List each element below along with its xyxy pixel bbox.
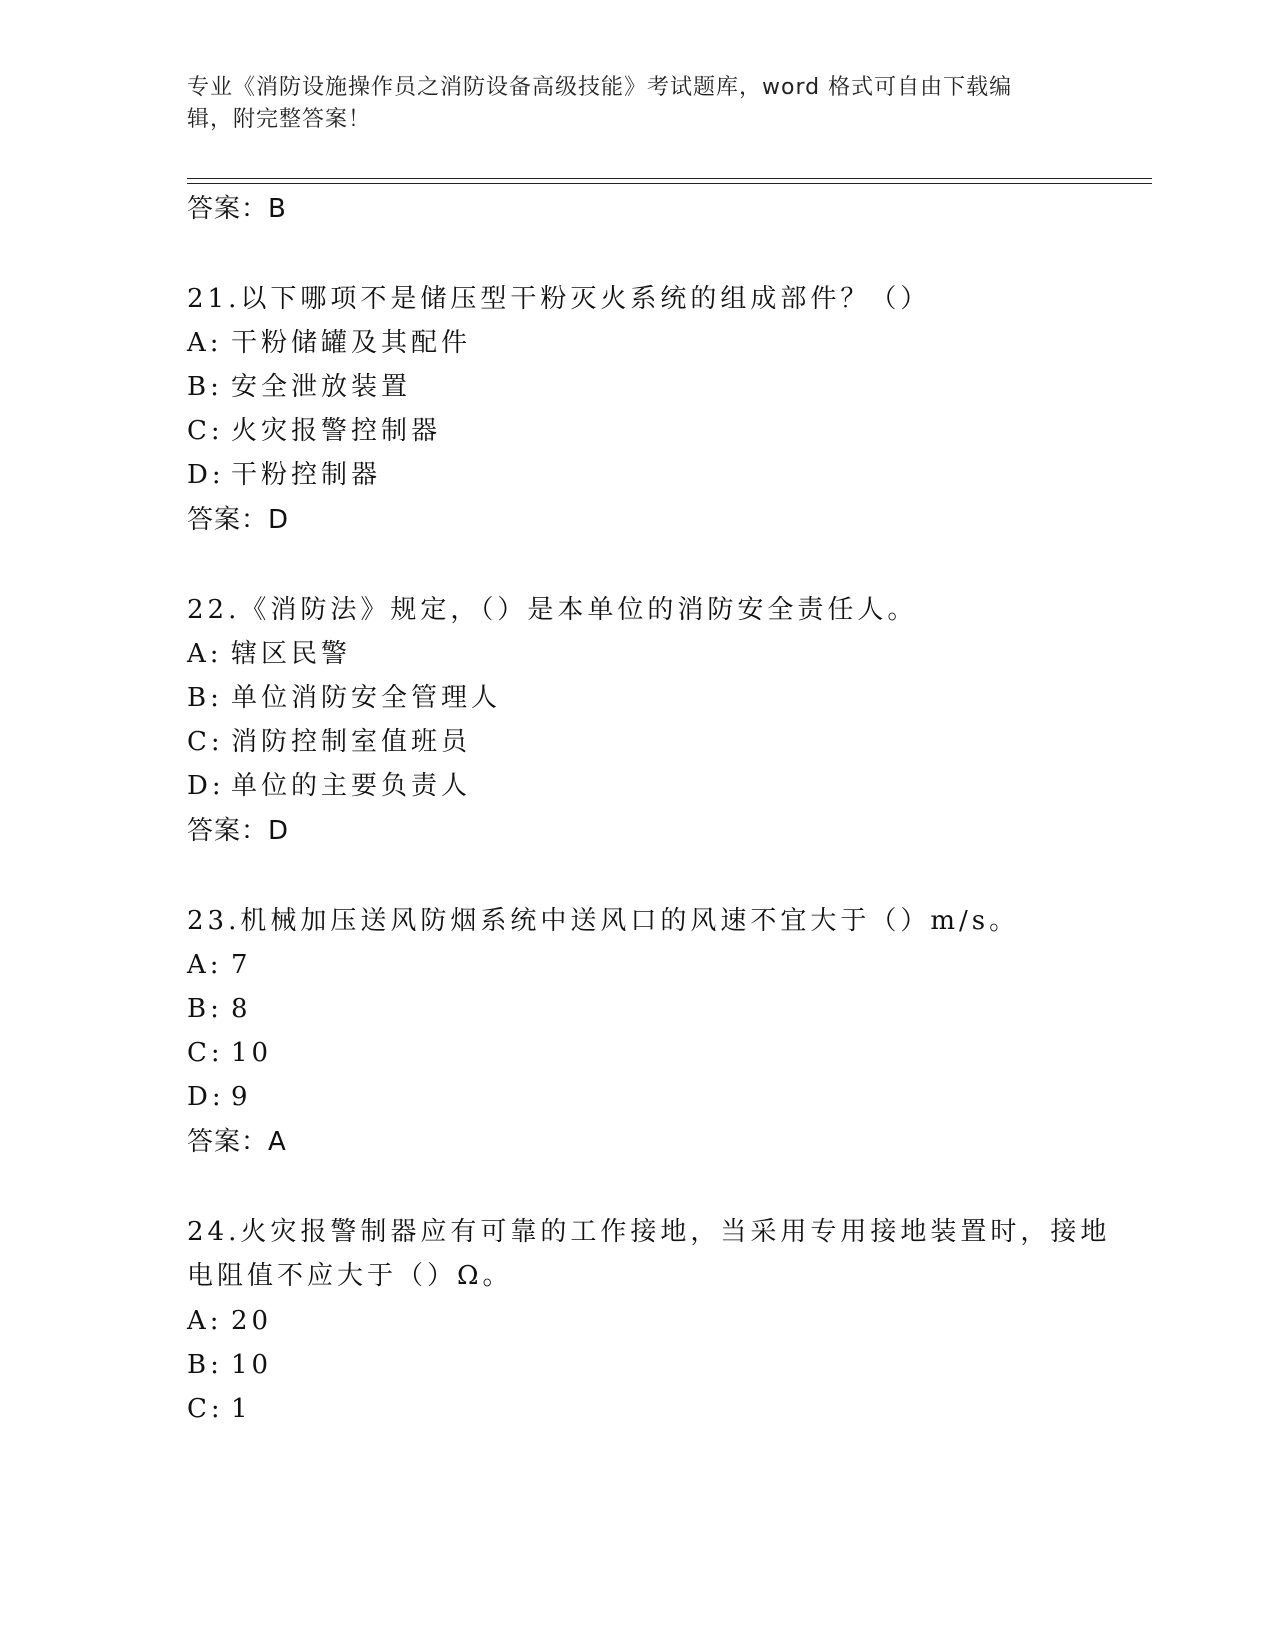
option-label: D: bbox=[187, 1082, 225, 1112]
option-text: 安全泄放装置 bbox=[231, 372, 412, 402]
option-label: D: bbox=[187, 460, 225, 490]
option-label: C: bbox=[187, 727, 224, 757]
header-line-1: 专业《消防设施操作员之消防设备高级技能》考试题库，word 格式可自由下载编 bbox=[187, 75, 1013, 100]
question-21-option-a bbox=[187, 326, 471, 360]
question-22-text: 22.《消防法》规定，（）是本单位的消防安全责任人。 bbox=[187, 595, 918, 625]
question-24-option-c bbox=[187, 1392, 252, 1426]
question-22-option-a bbox=[187, 637, 351, 671]
question-21-option-b bbox=[187, 370, 411, 404]
option-label: B: bbox=[187, 994, 223, 1024]
option-text: 8 bbox=[231, 994, 252, 1024]
option-label: B: bbox=[187, 1350, 223, 1380]
option-text: 干粉储罐及其配件 bbox=[231, 328, 472, 358]
question-22-option-d bbox=[187, 769, 471, 803]
header-line-2: 辑，附完整答案！ bbox=[187, 107, 372, 132]
question-24-text-line-2: 电阻值不应大于（）Ω。 bbox=[187, 1261, 513, 1291]
option-label: B: bbox=[187, 683, 223, 713]
option-text: 10 bbox=[231, 1350, 273, 1380]
option-label: B: bbox=[187, 372, 223, 402]
question-23-answer: 答案：A bbox=[187, 1127, 287, 1157]
option-label: C: bbox=[187, 1394, 224, 1424]
option-label: A: bbox=[187, 328, 223, 358]
option-text: 9 bbox=[231, 1082, 252, 1112]
document-header bbox=[187, 72, 1067, 136]
question-23-option-a bbox=[187, 948, 252, 982]
question-23-option-c bbox=[187, 1036, 272, 1070]
header-divider-bottom bbox=[187, 183, 1152, 184]
option-label: A: bbox=[187, 1306, 223, 1336]
question-24-option-b bbox=[187, 1348, 272, 1382]
question-21-text: 21.以下哪项不是储压型干粉灭火系统的组成部件？（） bbox=[187, 284, 931, 314]
question-22-option-b bbox=[187, 681, 501, 715]
option-text: 辖区民警 bbox=[231, 639, 352, 669]
option-text: 10 bbox=[231, 1038, 273, 1068]
option-text: 消防控制室值班员 bbox=[231, 727, 472, 757]
question-21-option-d bbox=[187, 458, 381, 492]
option-label: A: bbox=[187, 639, 223, 669]
option-text: 7 bbox=[231, 950, 252, 980]
question-23-option-d bbox=[187, 1080, 252, 1114]
option-label: A: bbox=[187, 950, 223, 980]
option-text: 火灾报警控制器 bbox=[231, 416, 442, 446]
option-text: 单位的主要负责人 bbox=[231, 771, 472, 801]
question-21-option-c bbox=[187, 414, 441, 448]
question-23-text: 23.机械加压送风防烟系统中送风口的风速不宜大于（）m/s。 bbox=[187, 906, 1020, 936]
header-divider-top bbox=[187, 178, 1152, 179]
option-text: 干粉控制器 bbox=[231, 460, 382, 490]
question-23-option-b bbox=[187, 992, 252, 1026]
option-label: D: bbox=[187, 771, 225, 801]
question-24-text-line-1: 24.火灾报警制器应有可靠的工作接地，当采用专用接地装置时，接地 bbox=[187, 1217, 1111, 1247]
option-text: 1 bbox=[231, 1394, 252, 1424]
question-21-answer: 答案：D bbox=[187, 505, 290, 535]
option-text: 20 bbox=[231, 1306, 273, 1336]
previous-answer: 答案：B bbox=[187, 194, 287, 224]
option-label: C: bbox=[187, 416, 224, 446]
question-22-answer: 答案：D bbox=[187, 816, 290, 846]
option-text: 单位消防安全管理人 bbox=[231, 683, 502, 713]
question-24-option-a bbox=[187, 1304, 272, 1338]
question-22-option-c bbox=[187, 725, 471, 759]
option-label: C: bbox=[187, 1038, 224, 1068]
